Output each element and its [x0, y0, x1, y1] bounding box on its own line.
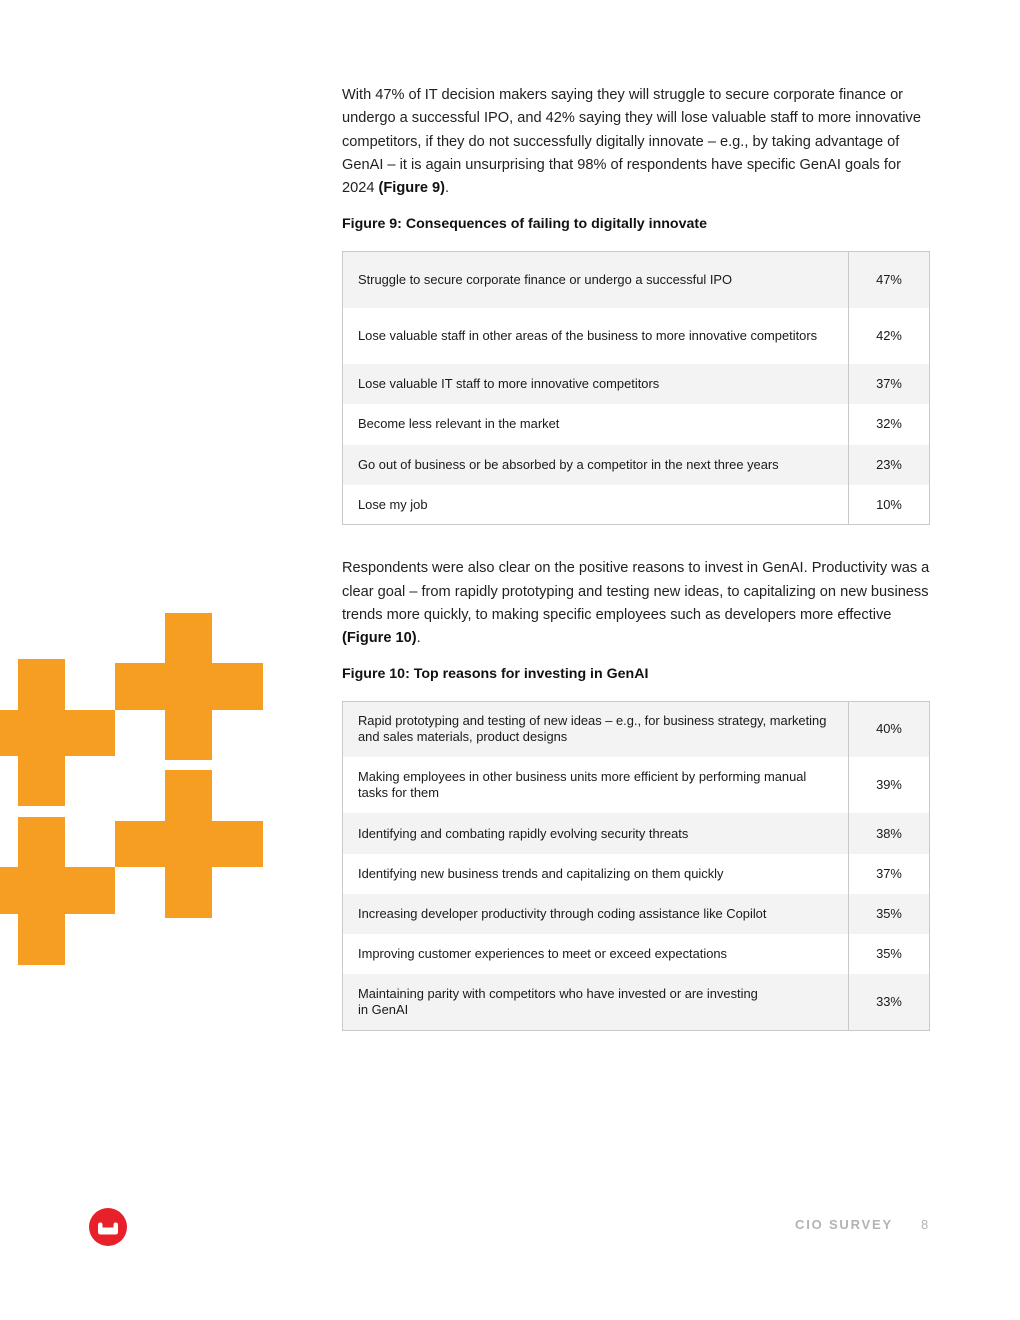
figure-9-table	[342, 251, 930, 525]
row-label: Identifying and combating rapidly evolving security threats	[343, 813, 849, 854]
paragraph-text: With 47% of IT decision makers saying they will struggle to secure corporate finance or undergo a successful IPO, and 42% saying they will lose valuable staff to more innovative competitors, if they do not successfully digitally innovate – e.g., by taking advantage of GenAI – it is again unsurprising that 98% of respondents have specific GenAI goals for 2024	[342, 87, 921, 197]
paragraph-text: Respondents were also clear on the positive reasons to invest in GenAI. Productivity was a clear goal – from rapidly prototyping and testing new ideas, to capitalizing on new business trends more quickly, to making specific employees such as developers more effective	[342, 560, 930, 624]
couchbase-logo-icon	[89, 1208, 127, 1246]
figure-reference: (Figure 9)	[378, 180, 446, 197]
row-percentage: 32%	[849, 404, 930, 445]
table-row	[343, 485, 930, 525]
paragraph-end: .	[445, 180, 450, 197]
page-footer	[795, 1217, 930, 1232]
table-row	[343, 813, 930, 854]
row-percentage: 38%	[849, 813, 930, 854]
row-label: Making employees in other business units more efficient by performing manual tasks for them	[343, 757, 849, 813]
table-row	[343, 308, 930, 364]
row-label: Become less relevant in the market	[343, 404, 849, 445]
row-label: Lose valuable IT staff to more innovative competitors	[343, 364, 849, 404]
table-row	[343, 252, 930, 308]
row-percentage: 42%	[849, 308, 930, 364]
table-row	[343, 894, 930, 934]
table-row	[343, 701, 930, 757]
figure-10-title: Figure 10: Top reasons for investing in GenAI	[342, 665, 649, 682]
figure-9-title: Figure 9: Consequences of failing to digitally innovate	[342, 216, 707, 233]
table-row	[343, 404, 930, 445]
reasons-paragraph	[342, 557, 930, 650]
row-percentage: 37%	[849, 854, 930, 894]
decorative-orange-crosses	[0, 612, 270, 972]
row-label: Maintaining parity with competitors who have invested or are investing in GenAI	[343, 974, 849, 1030]
row-percentage: 35%	[849, 934, 930, 974]
row-percentage: 33%	[849, 974, 930, 1030]
table-row	[343, 974, 930, 1030]
intro-paragraph	[342, 84, 930, 200]
table-row	[343, 445, 930, 485]
figure-reference: (Figure 10)	[342, 630, 417, 647]
row-percentage: 23%	[849, 445, 930, 485]
row-percentage: 47%	[849, 252, 930, 308]
main-content	[342, 84, 930, 1031]
row-label: Improving customer experiences to meet or exceed expectations	[343, 934, 849, 974]
table-row	[343, 757, 930, 813]
page-number: 8	[920, 1217, 930, 1232]
row-label: Rapid prototyping and testing of new ideas – e.g., for business strategy, marketing and sales materials, product designs	[343, 701, 849, 757]
row-percentage: 40%	[849, 701, 930, 757]
table-row	[343, 934, 930, 974]
row-label: Go out of business or be absorbed by a competitor in the next three years	[343, 445, 849, 485]
row-label: Lose valuable staff in other areas of the business to more innovative competitors	[343, 308, 849, 364]
table-row	[343, 364, 930, 404]
row-percentage: 10%	[849, 485, 930, 525]
row-label: Lose my job	[343, 485, 849, 525]
row-label: Increasing developer productivity through coding assistance like Copilot	[343, 894, 849, 934]
figure-10-table	[342, 701, 930, 1031]
row-percentage: 39%	[849, 757, 930, 813]
paragraph-end: .	[416, 630, 421, 647]
footer-title: CIO SURVEY	[795, 1217, 893, 1232]
row-label: Struggle to secure corporate finance or undergo a successful IPO	[343, 252, 849, 308]
row-percentage: 35%	[849, 894, 930, 934]
table-row	[343, 854, 930, 894]
row-percentage: 37%	[849, 364, 930, 404]
row-label: Identifying new business trends and capitalizing on them quickly	[343, 854, 849, 894]
